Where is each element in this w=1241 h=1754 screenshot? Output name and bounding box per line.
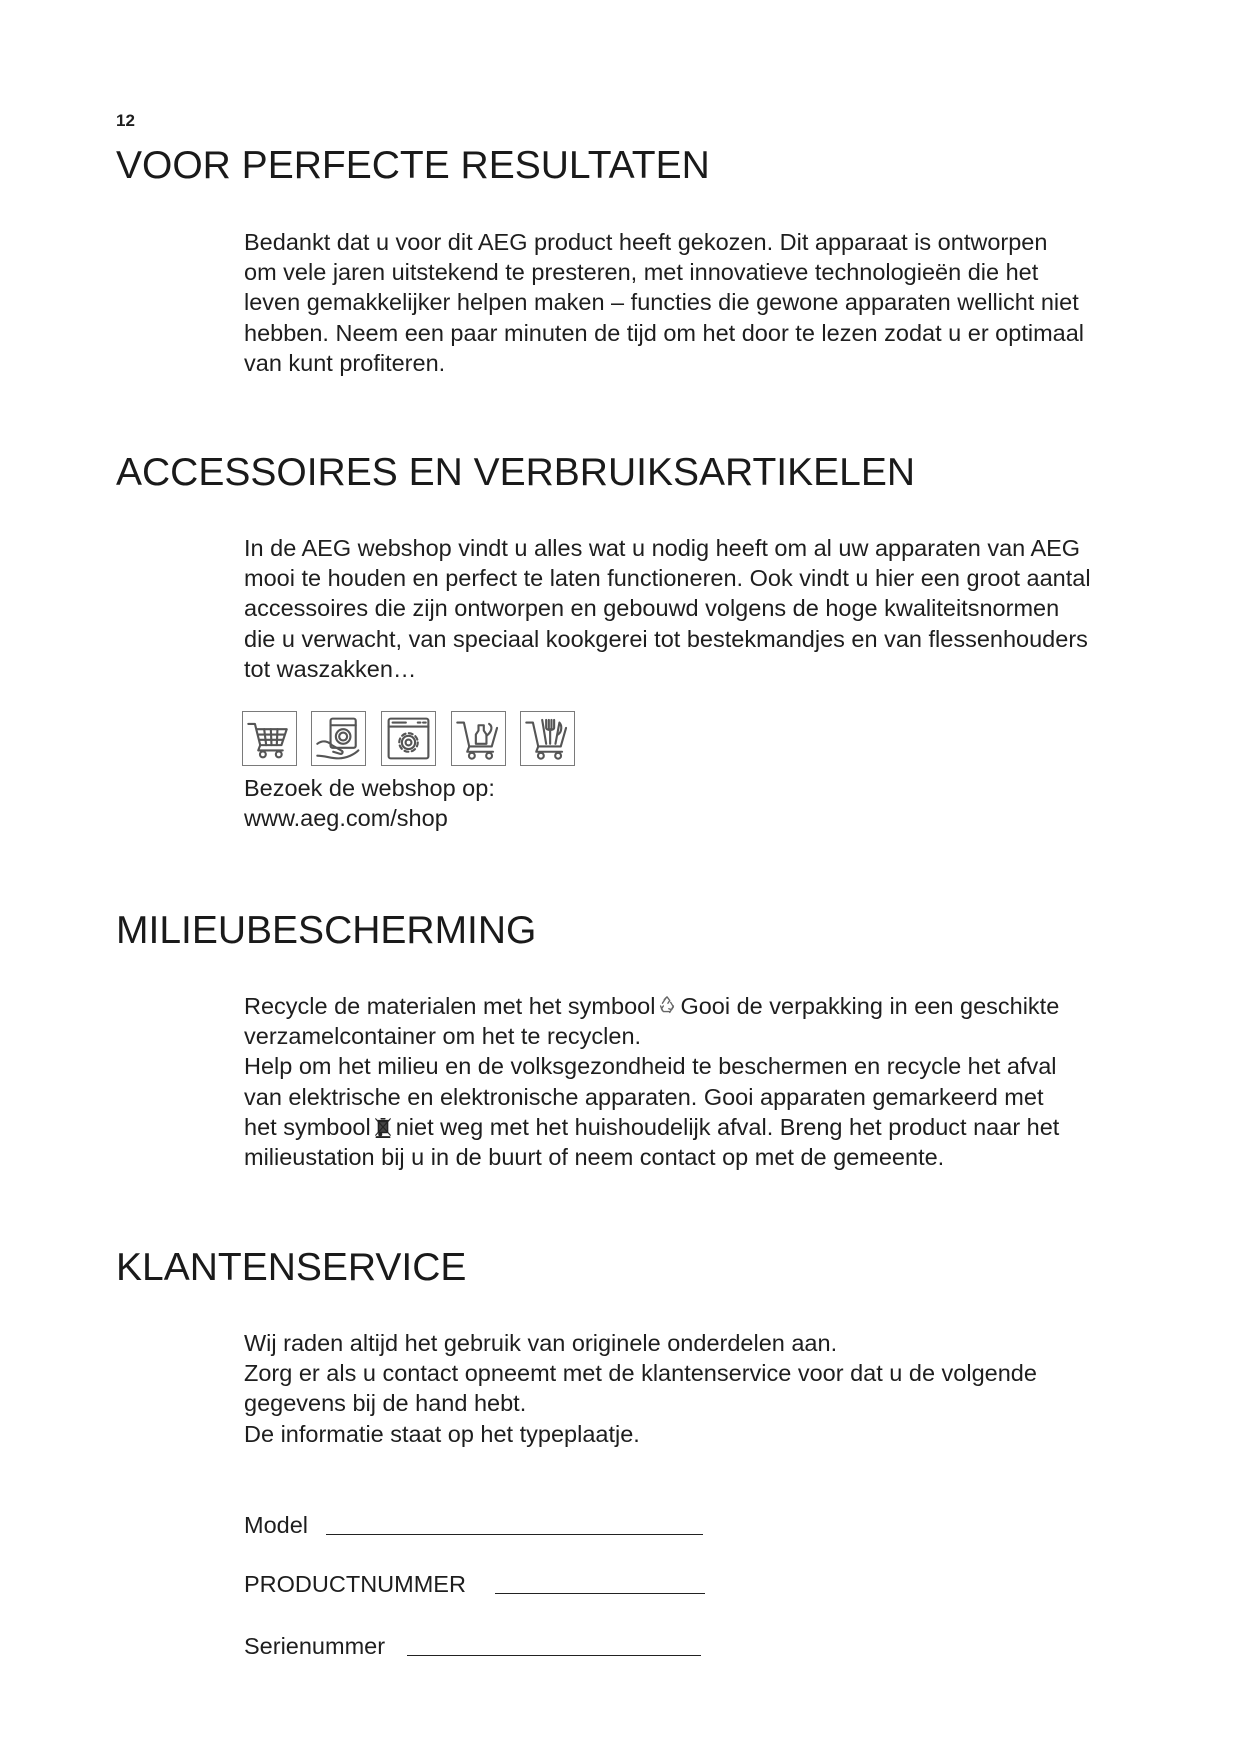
line-text: Gooi de verpakking in een geschikte	[680, 993, 1060, 1019]
crossed-wheelie-bin-icon	[372, 1116, 394, 1138]
paragraph-line: De informatie staat op het typeplaatje.	[244, 1420, 640, 1447]
paragraph-line: van elektrische en elektronische apparaten. Gooi apparaten gemarkeerd met	[244, 1083, 1044, 1110]
paragraph-service	[244, 1328, 1037, 1449]
model-label: Model	[244, 1512, 309, 1538]
visit-label: Bezoek de webshop op:	[244, 775, 495, 801]
webshop-icon-row	[242, 711, 582, 767]
heading-accessories: ACCESSOIRES EN VERBRUIKSARTIKELEN	[116, 451, 916, 494]
paragraph-line: Bedankt dat u voor dit AEG product heeft gekozen. Dit apparaat is ontworpen	[244, 229, 1048, 255]
hand-washing-machine-icon	[311, 711, 366, 766]
line-text: Recycle de materialen met het symbool	[244, 993, 656, 1019]
heading-environment: MILIEUBESCHERMING	[116, 909, 537, 952]
product-number-label: PRODUCTNUMMER	[244, 1571, 466, 1597]
serial-number-fill-line	[407, 1655, 701, 1656]
paragraph-line: mooi te houden en perfect te laten functioneren. Ook vindt u hier een groot aantal	[244, 565, 1091, 592]
paragraph-line: om vele jaren uitstekend te presteren, met innovatieve technologieën die het	[244, 259, 1039, 286]
shopping-cart-icon	[242, 711, 297, 766]
paragraph-line: hebben. Neem een paar minuten de tijd om het door te lezen zodat u er optimaal	[244, 319, 1084, 346]
cart-cutlery-icon	[520, 711, 575, 766]
paragraph-line: gegevens bij de hand hebt.	[244, 1390, 527, 1417]
paragraph-line: leven gemakkelijker helpen maken – functies die gewone apparaten wellicht niet	[244, 289, 1079, 316]
paragraph-line: In de AEG webshop vindt u alles wat u nodig heeft om al uw apparaten van AEG	[244, 535, 1081, 561]
paragraph-line: Help om het milieu en de volksgezondheid te beschermen en recycle het afval	[244, 1053, 1057, 1080]
paragraph-line: verzamelcontainer om het te recyclen.	[244, 1023, 642, 1050]
paragraph-line: van kunt profiteren.	[244, 349, 446, 376]
product-number-fill-line	[495, 1593, 705, 1594]
heading-service: KLANTENSERVICE	[116, 1246, 467, 1289]
paragraph-line	[244, 991, 1059, 1021]
paragraph-line: Zorg er als u contact opneemt met de klantenservice voor dat u de volgende	[244, 1360, 1037, 1387]
recycle-icon	[656, 995, 678, 1017]
model-fill-line	[326, 1534, 703, 1535]
paragraph-line	[244, 1112, 1059, 1142]
serial-number-label: Serienummer	[244, 1633, 386, 1659]
cart-bottle-icon	[451, 711, 506, 766]
paragraph-line: die u verwacht, van speciaal kookgerei tot bestekmandjes en van flessenhouders	[244, 625, 1088, 652]
line-text: niet weg met het huishoudelijk afval. Breng het product naar het	[395, 1113, 1060, 1140]
page-number: 12	[116, 111, 135, 130]
paragraph-line: accessoires die zijn ontworpen en gebouwd volgens de hoge kwaliteitsnormen	[244, 595, 1060, 622]
webshop-link[interactable]: www.aeg.com/shop	[244, 805, 448, 832]
paragraph-line: milieustation bij u in de buurt of neem contact op met de gemeente.	[244, 1143, 945, 1170]
paragraph-environment	[244, 991, 1059, 1172]
paragraph-accessories	[244, 533, 1091, 684]
paragraph-line: tot waszakken…	[244, 655, 417, 682]
paragraph-line: Wij raden altijd het gebruik van originele onderdelen aan.	[244, 1330, 838, 1356]
webshop-visit	[244, 773, 495, 833]
line-text: het symbool	[244, 1113, 371, 1140]
heading-results: VOOR PERFECTE RESULTATEN	[116, 144, 710, 187]
dishwasher-gear-icon	[381, 711, 436, 766]
paragraph-results	[244, 227, 1084, 378]
